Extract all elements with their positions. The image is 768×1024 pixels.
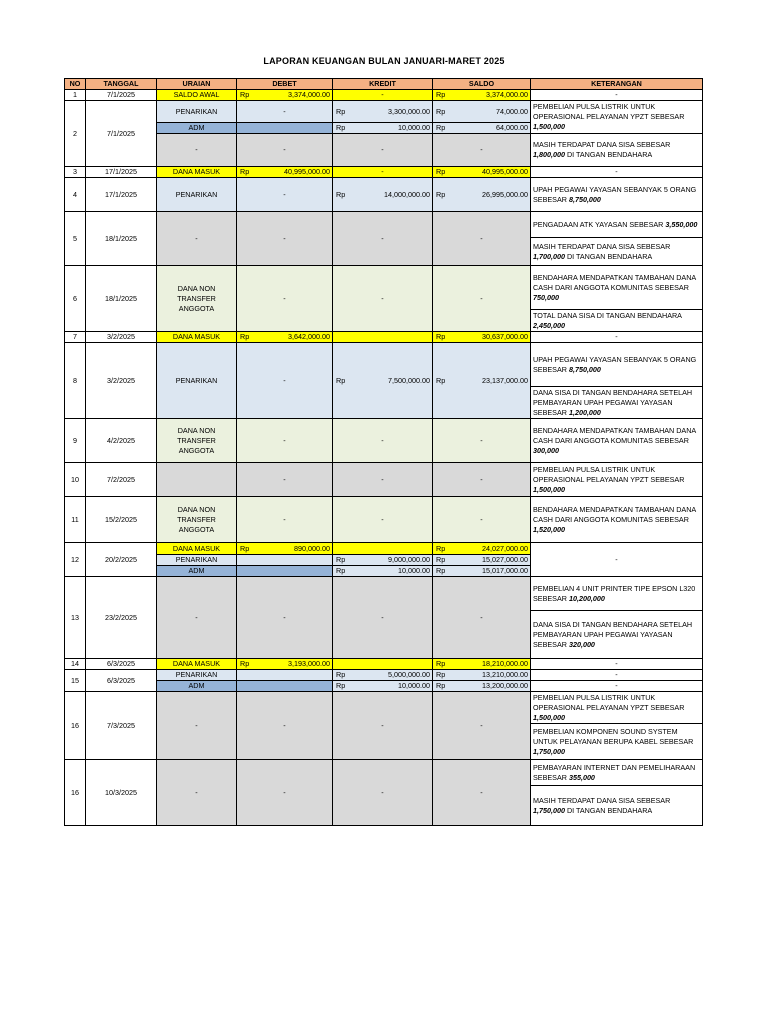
currency-label: Rp bbox=[436, 566, 446, 575]
row-kredit bbox=[333, 178, 433, 212]
row-saldo: - bbox=[433, 497, 531, 543]
row-keterangan bbox=[531, 760, 703, 786]
row-kredit: - bbox=[333, 577, 433, 659]
row-keterangan bbox=[531, 310, 703, 332]
table-row bbox=[65, 670, 703, 681]
row-kredit bbox=[333, 343, 433, 419]
row-no: 11 bbox=[65, 497, 86, 543]
table-row bbox=[65, 543, 703, 555]
header-saldo: SALDO bbox=[433, 79, 531, 90]
row-tanggal: 7/1/2025 bbox=[86, 90, 157, 101]
keterangan-text: UPAH PEGAWAI YAYASAN SEBANYAK 5 ORANG SEBESAR bbox=[533, 354, 697, 374]
row-kredit-value: 10,000.00 bbox=[398, 681, 430, 690]
row-saldo-amount bbox=[435, 123, 528, 133]
row-kredit-value: 9,000,000.00 bbox=[388, 555, 430, 564]
row-debet: - bbox=[237, 419, 333, 463]
keterangan-text: MASIH TERDAPAT DANA SISA SEBESAR bbox=[533, 241, 671, 251]
row-saldo-amount bbox=[435, 544, 528, 554]
row-kredit bbox=[333, 555, 433, 566]
currency-label: Rp bbox=[336, 670, 346, 679]
keterangan-text: BENDAHARA MENDAPATKAN TAMBAHAN DANA CASH DARI ANGGOTA KOMUNITAS SEBESAR bbox=[533, 272, 696, 292]
row-debet bbox=[237, 566, 333, 577]
table-row bbox=[65, 760, 703, 786]
table-row bbox=[65, 101, 703, 123]
row-saldo-value: 64,000.00 bbox=[496, 123, 528, 132]
row-debet: - bbox=[237, 134, 333, 167]
row-keterangan bbox=[531, 178, 703, 212]
row-keterangan: - bbox=[531, 332, 703, 343]
currency-label: Rp bbox=[336, 189, 346, 199]
row-tanggal: 20/2/2025 bbox=[86, 543, 157, 577]
table-row bbox=[65, 212, 703, 238]
table-row bbox=[65, 659, 703, 670]
row-debet: - bbox=[237, 266, 333, 332]
row-saldo-value: 13,200,000.00 bbox=[482, 681, 528, 690]
row-kredit bbox=[333, 681, 433, 692]
row-saldo bbox=[433, 101, 531, 123]
keterangan-text: BENDAHARA MENDAPATKAN TAMBAHAN DANA CASH DARI ANGGOTA KOMUNITAS SEBESAR bbox=[533, 504, 696, 524]
keterangan-amount: 1,800,000 bbox=[533, 150, 565, 159]
currency-label: Rp bbox=[436, 555, 446, 564]
row-kredit-value: 14,000,000.00 bbox=[384, 189, 430, 199]
row-kredit-amount bbox=[335, 123, 430, 133]
table-body bbox=[65, 90, 703, 826]
row-debet-value: 3,193,000.00 bbox=[288, 659, 330, 668]
keterangan-text: PEMBELIAN 4 UNIT PRINTER TIPE EPSON L320 SEBESAR bbox=[533, 583, 696, 603]
row-saldo bbox=[433, 555, 531, 566]
header-row bbox=[65, 79, 703, 90]
currency-label: Rp bbox=[436, 123, 446, 132]
row-kredit-value: 5,000,000.00 bbox=[388, 670, 430, 679]
row-tanggal: 10/3/2025 bbox=[86, 760, 157, 826]
keterangan-text: DANA SISA DI TANGAN BENDAHARA SETELAH PEMBAYARAN UPAH PEGAWAI YAYASAN SEBESAR bbox=[533, 387, 693, 417]
currency-label: Rp bbox=[336, 566, 346, 575]
table-row bbox=[65, 419, 703, 463]
currency-label: Rp bbox=[436, 189, 446, 199]
keterangan-amount: 1,520,000 bbox=[533, 524, 565, 534]
row-debet bbox=[237, 555, 333, 566]
row-no: 16 bbox=[65, 760, 86, 826]
table-row bbox=[65, 681, 703, 692]
row-uraian: PENARIKAN bbox=[157, 670, 237, 681]
currency-label: Rp bbox=[336, 555, 346, 564]
row-saldo-amount bbox=[435, 376, 528, 386]
keterangan-text: MASIH TERDAPAT DANA SISA SEBESAR bbox=[533, 795, 671, 805]
row-tanggal: 15/2/2025 bbox=[86, 497, 157, 543]
header-debet: DEBET bbox=[237, 79, 333, 90]
row-saldo-amount bbox=[435, 107, 528, 117]
row-keterangan bbox=[531, 611, 703, 659]
row-keterangan bbox=[531, 724, 703, 760]
row-debet: - bbox=[237, 463, 333, 497]
row-debet-value: 3,642,000.00 bbox=[288, 332, 330, 341]
row-debet bbox=[237, 659, 333, 670]
currency-label: Rp bbox=[336, 123, 346, 132]
row-no: 3 bbox=[65, 167, 86, 178]
row-saldo-amount bbox=[435, 90, 528, 100]
row-tanggal: 7/3/2025 bbox=[86, 692, 157, 760]
row-keterangan bbox=[531, 497, 703, 543]
row-keterangan bbox=[531, 786, 703, 826]
currency-label: Rp bbox=[436, 332, 446, 341]
row-tanggal: 18/1/2025 bbox=[86, 212, 157, 266]
row-saldo-value: 30,637,000.00 bbox=[482, 332, 528, 341]
row-uraian: DANA NON TRANSFER ANGGOTA bbox=[157, 419, 237, 463]
row-kredit-value: 7,500,000.00 bbox=[388, 375, 430, 385]
row-debet-amount bbox=[239, 167, 330, 177]
row-kredit bbox=[333, 101, 433, 123]
row-uraian: DANA MASUK bbox=[157, 659, 237, 670]
currency-label: Rp bbox=[436, 681, 446, 690]
row-kredit-amount bbox=[335, 670, 430, 680]
row-saldo-amount bbox=[435, 555, 528, 565]
row-saldo-amount bbox=[435, 670, 528, 680]
row-no: 12 bbox=[65, 543, 86, 577]
row-saldo-value: 18,210,000.00 bbox=[482, 659, 528, 668]
keterangan-amount: 10,200,000 bbox=[568, 593, 605, 603]
header-tanggal: TANGGAL bbox=[86, 79, 157, 90]
row-saldo-amount bbox=[435, 659, 528, 669]
row-saldo bbox=[433, 167, 531, 178]
currency-label: Rp bbox=[240, 167, 250, 176]
row-saldo-value: 13,210,000.00 bbox=[482, 670, 528, 679]
row-no: 14 bbox=[65, 659, 86, 670]
currency-label: Rp bbox=[240, 543, 250, 553]
row-kredit: - bbox=[333, 266, 433, 332]
table-row bbox=[65, 332, 703, 343]
row-saldo: - bbox=[433, 577, 531, 659]
row-kredit-amount bbox=[335, 681, 430, 691]
row-uraian: DANA NON TRANSFER ANGGOTA bbox=[157, 266, 237, 332]
row-saldo-value: 15,027,000.00 bbox=[482, 555, 528, 564]
keterangan-text: PEMBAYARAN INTERNET DAN PEMELIHARAAN SEBESAR bbox=[533, 762, 696, 782]
currency-label: Rp bbox=[436, 543, 446, 553]
row-no: 2 bbox=[65, 101, 86, 167]
row-kredit-amount bbox=[335, 190, 430, 200]
row-tanggal: 17/1/2025 bbox=[86, 167, 157, 178]
row-debet: - bbox=[237, 760, 333, 826]
keterangan-amount: 320,000 bbox=[568, 639, 595, 649]
row-no: 9 bbox=[65, 419, 86, 463]
currency-label: Rp bbox=[240, 90, 250, 99]
row-keterangan: - bbox=[531, 543, 703, 577]
row-debet: - bbox=[237, 178, 333, 212]
keterangan-text: DANA SISA DI TANGAN BENDAHARA SETELAH PEMBAYARAN UPAH PEGAWAI YAYASAN SEBESAR bbox=[533, 619, 693, 649]
row-tanggal: 4/2/2025 bbox=[86, 419, 157, 463]
row-no: 10 bbox=[65, 463, 86, 497]
row-debet: - bbox=[237, 692, 333, 760]
row-kredit-value: 3,300,000.00 bbox=[388, 106, 430, 116]
row-kredit: - bbox=[333, 134, 433, 167]
row-debet bbox=[237, 681, 333, 692]
currency-label: Rp bbox=[336, 681, 346, 690]
keterangan-text: TOTAL DANA SISA DI TANGAN BENDAHARA bbox=[533, 310, 682, 320]
row-tanggal: 6/3/2025 bbox=[86, 670, 157, 692]
row-saldo-amount bbox=[435, 681, 528, 691]
keterangan-text: PENGADAAN ATK YAYASAN SEBESAR bbox=[533, 219, 666, 229]
row-saldo-amount bbox=[435, 566, 528, 576]
row-uraian: DANA MASUK bbox=[157, 543, 237, 555]
row-no: 7 bbox=[65, 332, 86, 343]
row-debet bbox=[237, 90, 333, 101]
keterangan-amount: 2,450,000 bbox=[533, 320, 565, 330]
table-row bbox=[65, 167, 703, 178]
row-saldo bbox=[433, 566, 531, 577]
row-saldo-value: 24,027,000.00 bbox=[482, 543, 528, 553]
keterangan-amount: 1,700,000 bbox=[533, 251, 565, 261]
table-row bbox=[65, 463, 703, 497]
row-keterangan bbox=[531, 343, 703, 387]
table-row bbox=[65, 497, 703, 543]
row-kredit: - bbox=[333, 90, 433, 101]
table-row bbox=[65, 178, 703, 212]
keterangan-text: PEMBELIAN KOMPONEN SOUND SYSTEM UNTUK PELAYANAN BERUPA KABEL SEBESAR bbox=[533, 726, 694, 746]
row-saldo bbox=[433, 670, 531, 681]
row-debet: - bbox=[237, 343, 333, 419]
keterangan-text: BENDAHARA MENDAPATKAN TAMBAHAN DANA CASH DARI ANGGOTA KOMUNITAS SEBESAR bbox=[533, 425, 696, 445]
row-saldo: - bbox=[433, 212, 531, 266]
row-uraian: PENARIKAN bbox=[157, 343, 237, 419]
keterangan-after: DI TANGAN BENDAHARA bbox=[564, 805, 653, 815]
row-no: 5 bbox=[65, 212, 86, 266]
row-kredit: - bbox=[333, 497, 433, 543]
row-debet-amount bbox=[239, 332, 330, 342]
row-saldo: - bbox=[433, 692, 531, 760]
row-keterangan: - bbox=[531, 659, 703, 670]
row-saldo bbox=[433, 332, 531, 343]
currency-label: Rp bbox=[436, 167, 446, 176]
row-no: 13 bbox=[65, 577, 86, 659]
row-keterangan bbox=[531, 387, 703, 419]
row-kredit: - bbox=[333, 760, 433, 826]
row-tanggal: 23/2/2025 bbox=[86, 577, 157, 659]
keterangan-amount: 1,500,000 bbox=[533, 712, 565, 722]
table-row bbox=[65, 577, 703, 611]
row-keterangan bbox=[531, 463, 703, 497]
row-debet-value: 3,374,000.00 bbox=[288, 90, 330, 99]
row-debet bbox=[237, 167, 333, 178]
row-saldo-amount bbox=[435, 332, 528, 342]
row-saldo-value: 74,000.00 bbox=[496, 106, 528, 116]
keterangan-amount: 3,550,000 bbox=[665, 219, 698, 229]
row-saldo bbox=[433, 123, 531, 134]
row-kredit-amount bbox=[335, 107, 430, 117]
header-kredit: KREDIT bbox=[333, 79, 433, 90]
row-uraian: PENARIKAN bbox=[157, 555, 237, 566]
currency-label: Rp bbox=[436, 106, 446, 116]
row-uraian: - bbox=[157, 212, 237, 266]
row-saldo bbox=[433, 90, 531, 101]
row-keterangan bbox=[531, 419, 703, 463]
row-debet bbox=[237, 543, 333, 555]
row-saldo-value: 23,137,000.00 bbox=[482, 375, 528, 385]
row-saldo-value: 40,995,000.00 bbox=[482, 167, 528, 176]
row-debet bbox=[237, 332, 333, 343]
keterangan-amount: 1,500,000 bbox=[533, 484, 565, 494]
row-uraian: DANA NON TRANSFER ANGGOTA bbox=[157, 497, 237, 543]
keterangan-amount: 1,750,000 bbox=[533, 746, 565, 756]
currency-label: Rp bbox=[240, 332, 250, 341]
row-debet bbox=[237, 670, 333, 681]
row-saldo: - bbox=[433, 134, 531, 167]
table-row bbox=[65, 134, 703, 167]
row-saldo bbox=[433, 681, 531, 692]
row-uraian: - bbox=[157, 692, 237, 760]
keterangan-text: UPAH PEGAWAI YAYASAN SEBANYAK 5 ORANG SEBESAR bbox=[533, 184, 697, 204]
row-debet-amount bbox=[239, 544, 330, 554]
row-debet: - bbox=[237, 577, 333, 659]
report-title: LAPORAN KEUANGAN BULAN JANUARI-MARET 2025 bbox=[263, 56, 505, 66]
row-debet bbox=[237, 123, 333, 134]
row-saldo bbox=[433, 659, 531, 670]
keterangan-after: DI TANGAN BENDAHARA bbox=[564, 251, 653, 261]
row-kredit-value: 10,000.00 bbox=[398, 566, 430, 575]
row-tanggal: 17/1/2025 bbox=[86, 178, 157, 212]
row-tanggal: 6/3/2025 bbox=[86, 659, 157, 670]
keterangan-amount: 1,750,000 bbox=[533, 805, 565, 815]
row-saldo bbox=[433, 543, 531, 555]
row-no: 4 bbox=[65, 178, 86, 212]
row-debet: - bbox=[237, 101, 333, 123]
table-row bbox=[65, 343, 703, 387]
row-kredit-amount bbox=[335, 555, 430, 565]
keterangan-amount: 300,000 bbox=[533, 445, 559, 455]
row-saldo-value: 3,374,000.00 bbox=[486, 90, 528, 99]
row-debet-value: 40,995,000.00 bbox=[284, 167, 330, 176]
keterangan-amount: 8,750,000 bbox=[568, 194, 601, 204]
row-debet-value: 890,000.00 bbox=[294, 543, 330, 553]
row-kredit: - bbox=[333, 692, 433, 760]
row-tanggal: 3/2/2025 bbox=[86, 332, 157, 343]
row-kredit bbox=[333, 123, 433, 134]
row-keterangan: - bbox=[531, 167, 703, 178]
row-kredit: - bbox=[333, 167, 433, 178]
row-kredit bbox=[333, 659, 433, 670]
keterangan-amount: 1,500,000 bbox=[533, 122, 565, 131]
row-saldo-amount bbox=[435, 167, 528, 177]
keterangan-text: PEMBELIAN PULSA LISTRIK UNTUK OPERASIONAL PELAYANAN YPZT SEBESAR bbox=[533, 102, 685, 121]
row-no: 15 bbox=[65, 670, 86, 692]
row-keterangan bbox=[531, 134, 703, 167]
row-saldo-value: 26,995,000.00 bbox=[482, 189, 528, 199]
row-uraian: - bbox=[157, 577, 237, 659]
currency-label: Rp bbox=[240, 659, 250, 668]
row-debet-amount bbox=[239, 659, 330, 669]
row-uraian: PENARIKAN bbox=[157, 101, 237, 123]
table-row bbox=[65, 692, 703, 724]
row-uraian: DANA MASUK bbox=[157, 332, 237, 343]
currency-label: Rp bbox=[436, 670, 446, 679]
row-no: 1 bbox=[65, 90, 86, 101]
row-kredit: - bbox=[333, 419, 433, 463]
row-keterangan bbox=[531, 266, 703, 310]
row-kredit bbox=[333, 566, 433, 577]
row-debet: - bbox=[237, 497, 333, 543]
row-uraian: ADM bbox=[157, 123, 237, 134]
row-keterangan: - bbox=[531, 90, 703, 101]
row-no: 6 bbox=[65, 266, 86, 332]
row-keterangan bbox=[531, 238, 703, 266]
row-saldo bbox=[433, 178, 531, 212]
currency-label: Rp bbox=[436, 90, 446, 99]
row-no: 8 bbox=[65, 343, 86, 419]
row-tanggal: 7/2/2025 bbox=[86, 463, 157, 497]
row-saldo-value: 15,017,000.00 bbox=[482, 566, 528, 575]
row-uraian: SALDO AWAL bbox=[157, 90, 237, 101]
keterangan-amount: 750,000 bbox=[533, 292, 559, 302]
row-kredit: - bbox=[333, 463, 433, 497]
row-keterangan bbox=[531, 577, 703, 611]
row-kredit bbox=[333, 543, 433, 555]
row-keterangan: - bbox=[531, 670, 703, 681]
row-keterangan: - bbox=[531, 681, 703, 692]
row-uraian bbox=[157, 463, 237, 497]
keterangan-after: DI TANGAN BENDAHARA bbox=[564, 150, 653, 159]
row-saldo-amount bbox=[435, 190, 528, 200]
keterangan-amount: 1,200,000 bbox=[568, 407, 601, 417]
row-uraian: - bbox=[157, 760, 237, 826]
keterangan-amount: 8,750,000 bbox=[568, 364, 601, 374]
header-no: NO bbox=[65, 79, 86, 90]
row-kredit-value: 10,000.00 bbox=[398, 123, 430, 132]
row-tanggal: 7/1/2025 bbox=[86, 101, 157, 167]
row-kredit bbox=[333, 670, 433, 681]
currency-label: Rp bbox=[336, 106, 346, 116]
table-row bbox=[65, 90, 703, 101]
report-table bbox=[64, 78, 703, 826]
row-uraian: PENARIKAN bbox=[157, 178, 237, 212]
row-uraian: - bbox=[157, 134, 237, 167]
row-kredit-amount bbox=[335, 376, 430, 386]
row-tanggal: 18/1/2025 bbox=[86, 266, 157, 332]
keterangan-amount: 355,000 bbox=[568, 772, 595, 782]
row-uraian: ADM bbox=[157, 681, 237, 692]
row-saldo bbox=[433, 343, 531, 419]
row-saldo: - bbox=[433, 419, 531, 463]
row-uraian: DANA MASUK bbox=[157, 167, 237, 178]
row-kredit-amount bbox=[335, 566, 430, 576]
row-debet-amount bbox=[239, 90, 330, 100]
row-no: 16 bbox=[65, 692, 86, 760]
table-row bbox=[65, 266, 703, 310]
row-kredit: - bbox=[333, 212, 433, 266]
currency-label: Rp bbox=[436, 375, 446, 385]
keterangan-text: PEMBELIAN PULSA LISTRIK UNTUK OPERASIONAL PELAYANAN YPZT SEBESAR bbox=[533, 692, 685, 712]
currency-label: Rp bbox=[336, 375, 346, 385]
row-keterangan bbox=[531, 692, 703, 724]
row-kredit bbox=[333, 332, 433, 343]
row-tanggal: 3/2/2025 bbox=[86, 343, 157, 419]
row-saldo: - bbox=[433, 760, 531, 826]
currency-label: Rp bbox=[436, 659, 446, 668]
keterangan-text: MASIH TERDAPAT DANA SISA SEBESAR bbox=[533, 140, 671, 149]
row-saldo: - bbox=[433, 266, 531, 332]
keterangan-text: PEMBELIAN PULSA LISTRIK UNTUK OPERASIONAL PELAYANAN YPZT SEBESAR bbox=[533, 464, 685, 484]
row-keterangan bbox=[531, 101, 703, 134]
header-uraian: URAIAN bbox=[157, 79, 237, 90]
header-keterangan: KETERANGAN bbox=[531, 79, 703, 90]
row-debet: - bbox=[237, 212, 333, 266]
row-keterangan bbox=[531, 212, 703, 238]
row-saldo: - bbox=[433, 463, 531, 497]
row-uraian: ADM bbox=[157, 566, 237, 577]
